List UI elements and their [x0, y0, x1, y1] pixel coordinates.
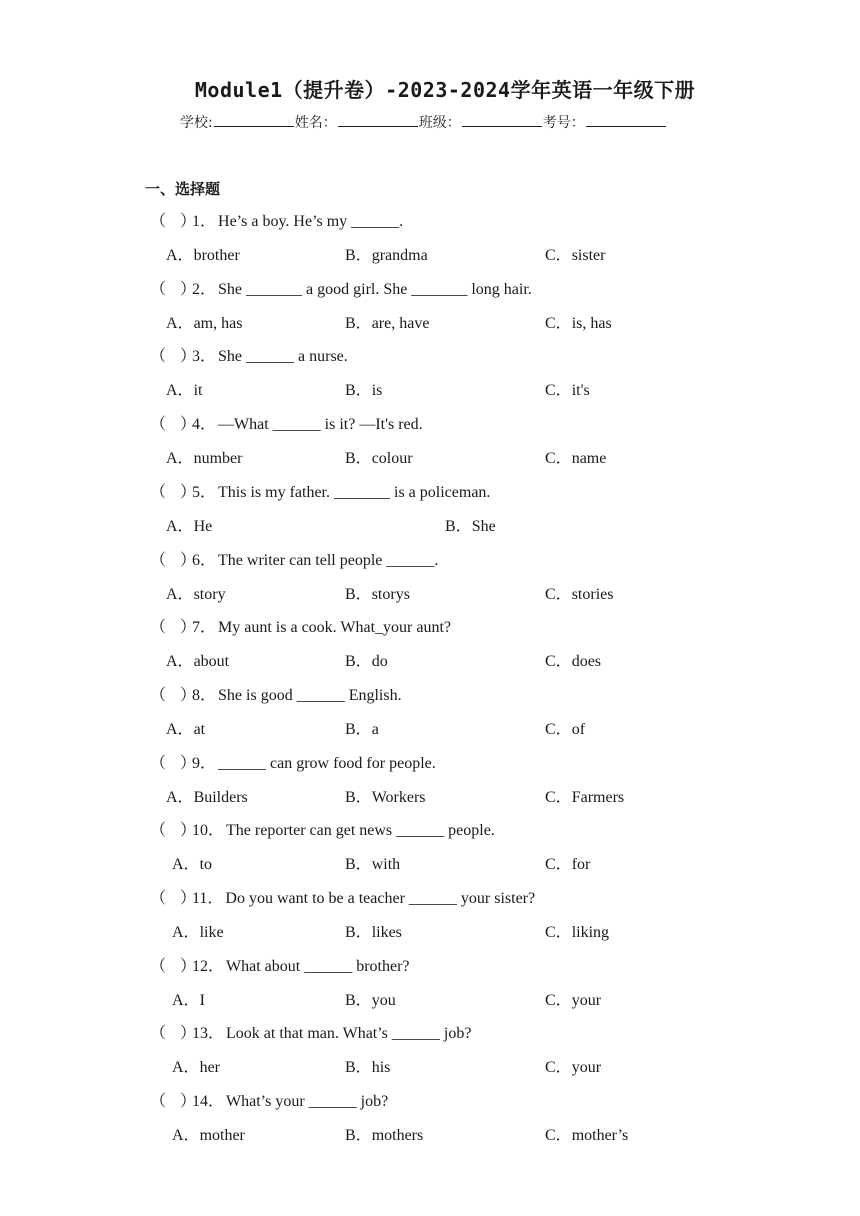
- answer-bracket-open[interactable]: （: [150, 686, 167, 704]
- option-b[interactable]: [345, 919, 402, 942]
- question-text: She ______ a nurse.: [218, 348, 348, 366]
- question-number: 5．: [192, 483, 217, 501]
- option-letter: B．: [345, 314, 372, 332]
- option-b[interactable]: [345, 377, 382, 400]
- class-blank: [462, 112, 542, 127]
- option-text: like: [199, 924, 224, 941]
- question-13: [150, 1020, 471, 1043]
- option-b[interactable]: [345, 445, 413, 468]
- option-text: does: [571, 653, 602, 671]
- question-text: This is my father. _______ is a policeman.: [218, 483, 491, 501]
- option-a[interactable]: [172, 987, 205, 1010]
- option-letter: A．: [166, 382, 194, 400]
- option-c[interactable]: [545, 377, 590, 400]
- student-info-line: [180, 112, 667, 132]
- question-7: [150, 614, 451, 637]
- question-number: 9．: [192, 754, 217, 772]
- option-b[interactable]: [345, 987, 396, 1010]
- class-label: 班级：: [418, 115, 461, 131]
- option-letter: C．: [545, 653, 572, 671]
- option-letter: B．: [345, 653, 372, 671]
- option-a[interactable]: [172, 1054, 220, 1077]
- option-text: mothers: [371, 1127, 424, 1145]
- option-letter: A．: [172, 1127, 200, 1145]
- name-blank: [338, 112, 418, 127]
- answer-bracket-close: ）: [180, 551, 197, 569]
- question-4: [150, 411, 423, 434]
- option-c[interactable]: [545, 445, 606, 468]
- question-text: She is good ______ English.: [218, 686, 402, 704]
- option-b[interactable]: [345, 648, 388, 671]
- option-c[interactable]: [545, 987, 601, 1010]
- question-text: She _______ a good girl. She _______ long hair.: [218, 280, 532, 298]
- option-text: stories: [571, 585, 614, 603]
- option-letter: C．: [545, 788, 572, 806]
- option-text: am, has: [193, 314, 243, 332]
- option-text: are, have: [371, 314, 430, 332]
- option-a[interactable]: [172, 1122, 245, 1145]
- question-text: ______ can grow food for people.: [218, 754, 436, 772]
- answer-bracket-close: ）: [180, 213, 197, 230]
- option-text: liking: [571, 924, 610, 941]
- answer-bracket-open[interactable]: （: [150, 348, 167, 366]
- option-text: it: [193, 382, 203, 400]
- option-c[interactable]: [545, 851, 590, 874]
- option-b[interactable]: [345, 310, 429, 333]
- option-letter: C．: [545, 924, 572, 941]
- answer-bracket-close: ）: [180, 686, 197, 704]
- question-9: [150, 750, 436, 773]
- option-letter: C．: [545, 450, 572, 468]
- option-text: brother: [193, 247, 240, 264]
- option-text: is: [371, 382, 383, 400]
- option-text: is, has: [571, 314, 612, 332]
- option-text: of: [571, 720, 586, 738]
- option-letter: C．: [545, 720, 572, 738]
- option-text: about: [193, 653, 230, 671]
- answer-bracket-open[interactable]: （: [150, 754, 167, 772]
- option-letter: A．: [166, 720, 194, 738]
- option-text: your: [571, 1059, 602, 1077]
- option-letter: B．: [345, 788, 372, 806]
- question-number: 11．: [192, 890, 224, 907]
- question-number: 7．: [192, 619, 217, 637]
- answer-bracket-open[interactable]: （: [150, 213, 167, 230]
- question-12: [150, 953, 410, 976]
- option-text: number: [193, 450, 243, 468]
- option-a[interactable]: [166, 581, 226, 604]
- option-b[interactable]: [345, 851, 400, 874]
- answer-bracket-close: ）: [180, 957, 197, 975]
- option-letter: C．: [545, 247, 572, 264]
- option-text: at: [193, 720, 206, 738]
- option-letter: A．: [172, 924, 200, 941]
- option-letter: B．: [345, 247, 372, 264]
- option-letter: A．: [166, 314, 194, 332]
- option-letter: A．: [166, 517, 194, 535]
- question-number: 10．: [192, 822, 225, 840]
- answer-bracket-open[interactable]: （: [150, 551, 167, 569]
- answer-bracket-open[interactable]: （: [150, 1093, 167, 1111]
- option-letter: B．: [345, 856, 372, 874]
- option-c[interactable]: [545, 784, 624, 807]
- option-text: a: [371, 720, 379, 738]
- question-number: 6．: [192, 551, 217, 569]
- option-a[interactable]: [166, 377, 202, 400]
- option-text: likes: [371, 924, 402, 941]
- option-c[interactable]: [545, 581, 613, 604]
- option-letter: B．: [345, 924, 372, 941]
- option-c[interactable]: [545, 1122, 628, 1145]
- option-text: I: [199, 991, 205, 1009]
- option-b[interactable]: [445, 513, 496, 536]
- option-letter: B．: [345, 450, 372, 468]
- answer-bracket-close: ）: [180, 483, 197, 501]
- school-label: 学校:: [180, 115, 213, 131]
- question-number: 14．: [192, 1093, 225, 1111]
- question-text: The reporter can get news ______ people.: [226, 822, 495, 840]
- option-letter: B．: [445, 517, 472, 535]
- option-text: mother: [199, 1127, 245, 1145]
- answer-bracket-open[interactable]: （: [150, 416, 167, 434]
- question-number: 3．: [192, 348, 217, 366]
- answer-bracket-close: ）: [180, 416, 197, 434]
- question-text: —What ______ is it? —It's red.: [218, 416, 423, 434]
- question-5: [150, 479, 490, 502]
- option-text: you: [371, 991, 396, 1009]
- option-c[interactable]: [545, 1054, 601, 1077]
- name-label: 姓名：: [294, 115, 337, 131]
- question-number: 13．: [192, 1025, 225, 1043]
- option-c[interactable]: [545, 919, 609, 942]
- option-letter: A．: [172, 1059, 200, 1077]
- option-text: She: [471, 517, 496, 535]
- question-8: [150, 682, 402, 705]
- option-letter: C．: [545, 585, 572, 603]
- option-a[interactable]: [166, 716, 205, 739]
- option-a[interactable]: [166, 648, 229, 671]
- option-letter: C．: [545, 1127, 572, 1145]
- question-text: What’s your ______ job?: [226, 1093, 389, 1111]
- option-letter: C．: [545, 856, 572, 874]
- option-text: name: [571, 450, 607, 468]
- option-letter: A．: [166, 788, 194, 806]
- option-text: with: [371, 856, 401, 874]
- option-text: Builders: [193, 788, 248, 806]
- option-text: to: [199, 856, 213, 874]
- question-text: The writer can tell people ______.: [218, 551, 439, 569]
- option-text: Workers: [371, 788, 426, 806]
- option-b[interactable]: [345, 581, 410, 604]
- option-a[interactable]: [172, 919, 224, 942]
- answer-bracket-open[interactable]: （: [150, 280, 167, 298]
- option-text: story: [193, 585, 226, 603]
- option-letter: C．: [545, 991, 572, 1009]
- option-a[interactable]: [166, 513, 212, 536]
- option-a[interactable]: [166, 310, 242, 333]
- option-c[interactable]: [545, 242, 605, 265]
- answer-bracket-close: ）: [180, 822, 197, 840]
- page-title: Module1（提升卷）-2023-2024学年英语一年级下册: [194, 78, 696, 102]
- option-a[interactable]: [166, 242, 240, 265]
- option-b[interactable]: [345, 1054, 390, 1077]
- question-text: Look at that man. What’s ______ job?: [226, 1025, 472, 1043]
- question-2: [150, 276, 532, 299]
- question-text: My aunt is a cook. What_your aunt?: [218, 619, 451, 637]
- option-letter: A．: [166, 247, 194, 264]
- answer-bracket-open[interactable]: （: [150, 822, 167, 840]
- option-text: He: [193, 517, 213, 535]
- answer-bracket-open[interactable]: （: [150, 1025, 167, 1043]
- option-text: his: [371, 1059, 391, 1077]
- option-text: it's: [571, 382, 590, 400]
- option-letter: B．: [345, 720, 372, 738]
- answer-bracket-close: ）: [180, 348, 197, 366]
- option-letter: C．: [545, 314, 572, 332]
- option-a[interactable]: [172, 851, 212, 874]
- option-text: Farmers: [571, 788, 625, 806]
- answer-bracket-close: ）: [180, 1093, 197, 1111]
- question-3: [150, 343, 348, 366]
- question-1: [150, 208, 403, 231]
- answer-bracket-close: ）: [180, 754, 197, 772]
- question-6: [150, 547, 438, 570]
- option-c[interactable]: [545, 648, 601, 671]
- question-number: 2．: [192, 280, 217, 298]
- option-text: storys: [371, 585, 410, 603]
- answer-bracket-close: ）: [180, 619, 197, 637]
- number-blank: [586, 112, 666, 127]
- answer-bracket-close: ）: [180, 1025, 197, 1043]
- answer-bracket-open[interactable]: （: [150, 957, 167, 975]
- question-number: 12．: [192, 957, 225, 975]
- option-letter: B．: [345, 991, 372, 1009]
- option-b[interactable]: [345, 784, 426, 807]
- school-blank: [214, 112, 294, 127]
- question-number: 8．: [192, 686, 217, 704]
- answer-bracket-open[interactable]: （: [150, 483, 167, 501]
- answer-bracket-close: ）: [180, 280, 197, 298]
- question-text: What about ______ brother?: [226, 957, 410, 975]
- option-letter: B．: [345, 1059, 372, 1077]
- number-label: 考号：: [542, 115, 585, 131]
- option-text: her: [199, 1059, 220, 1077]
- option-b[interactable]: [345, 242, 428, 265]
- section-title: 一、选择题: [145, 180, 221, 198]
- answer-bracket-open[interactable]: （: [150, 890, 167, 907]
- question-11: [150, 885, 535, 908]
- option-c[interactable]: [545, 310, 612, 333]
- option-letter: A．: [166, 450, 194, 468]
- option-text: do: [371, 653, 388, 671]
- answer-bracket-close: ）: [180, 890, 197, 907]
- option-b[interactable]: [345, 716, 379, 739]
- option-letter: A．: [166, 585, 194, 603]
- option-a[interactable]: [166, 445, 242, 468]
- option-text: colour: [371, 450, 413, 468]
- question-14: [150, 1088, 388, 1111]
- question-10: [150, 817, 495, 840]
- question-number: 1．: [192, 213, 217, 230]
- option-b[interactable]: [345, 1122, 423, 1145]
- option-letter: A．: [172, 991, 200, 1009]
- option-text: grandma: [371, 247, 428, 264]
- answer-bracket-open[interactable]: （: [150, 619, 167, 637]
- option-c[interactable]: [545, 716, 585, 739]
- option-letter: C．: [545, 382, 572, 400]
- option-letter: B．: [345, 1127, 372, 1145]
- option-a[interactable]: [166, 784, 248, 807]
- option-letter: C．: [545, 1059, 572, 1077]
- option-letter: B．: [345, 382, 372, 400]
- question-text: He’s a boy. He’s my ______.: [218, 213, 404, 230]
- option-text: for: [571, 856, 591, 874]
- option-letter: B．: [345, 585, 372, 603]
- option-text: mother’s: [571, 1127, 629, 1145]
- option-letter: A．: [166, 653, 194, 671]
- question-number: 4．: [192, 416, 217, 434]
- option-letter: A．: [172, 856, 200, 874]
- question-text: Do you want to be a teacher ______ your sister?: [225, 890, 536, 907]
- option-text: your: [571, 991, 602, 1009]
- option-text: sister: [571, 247, 606, 264]
